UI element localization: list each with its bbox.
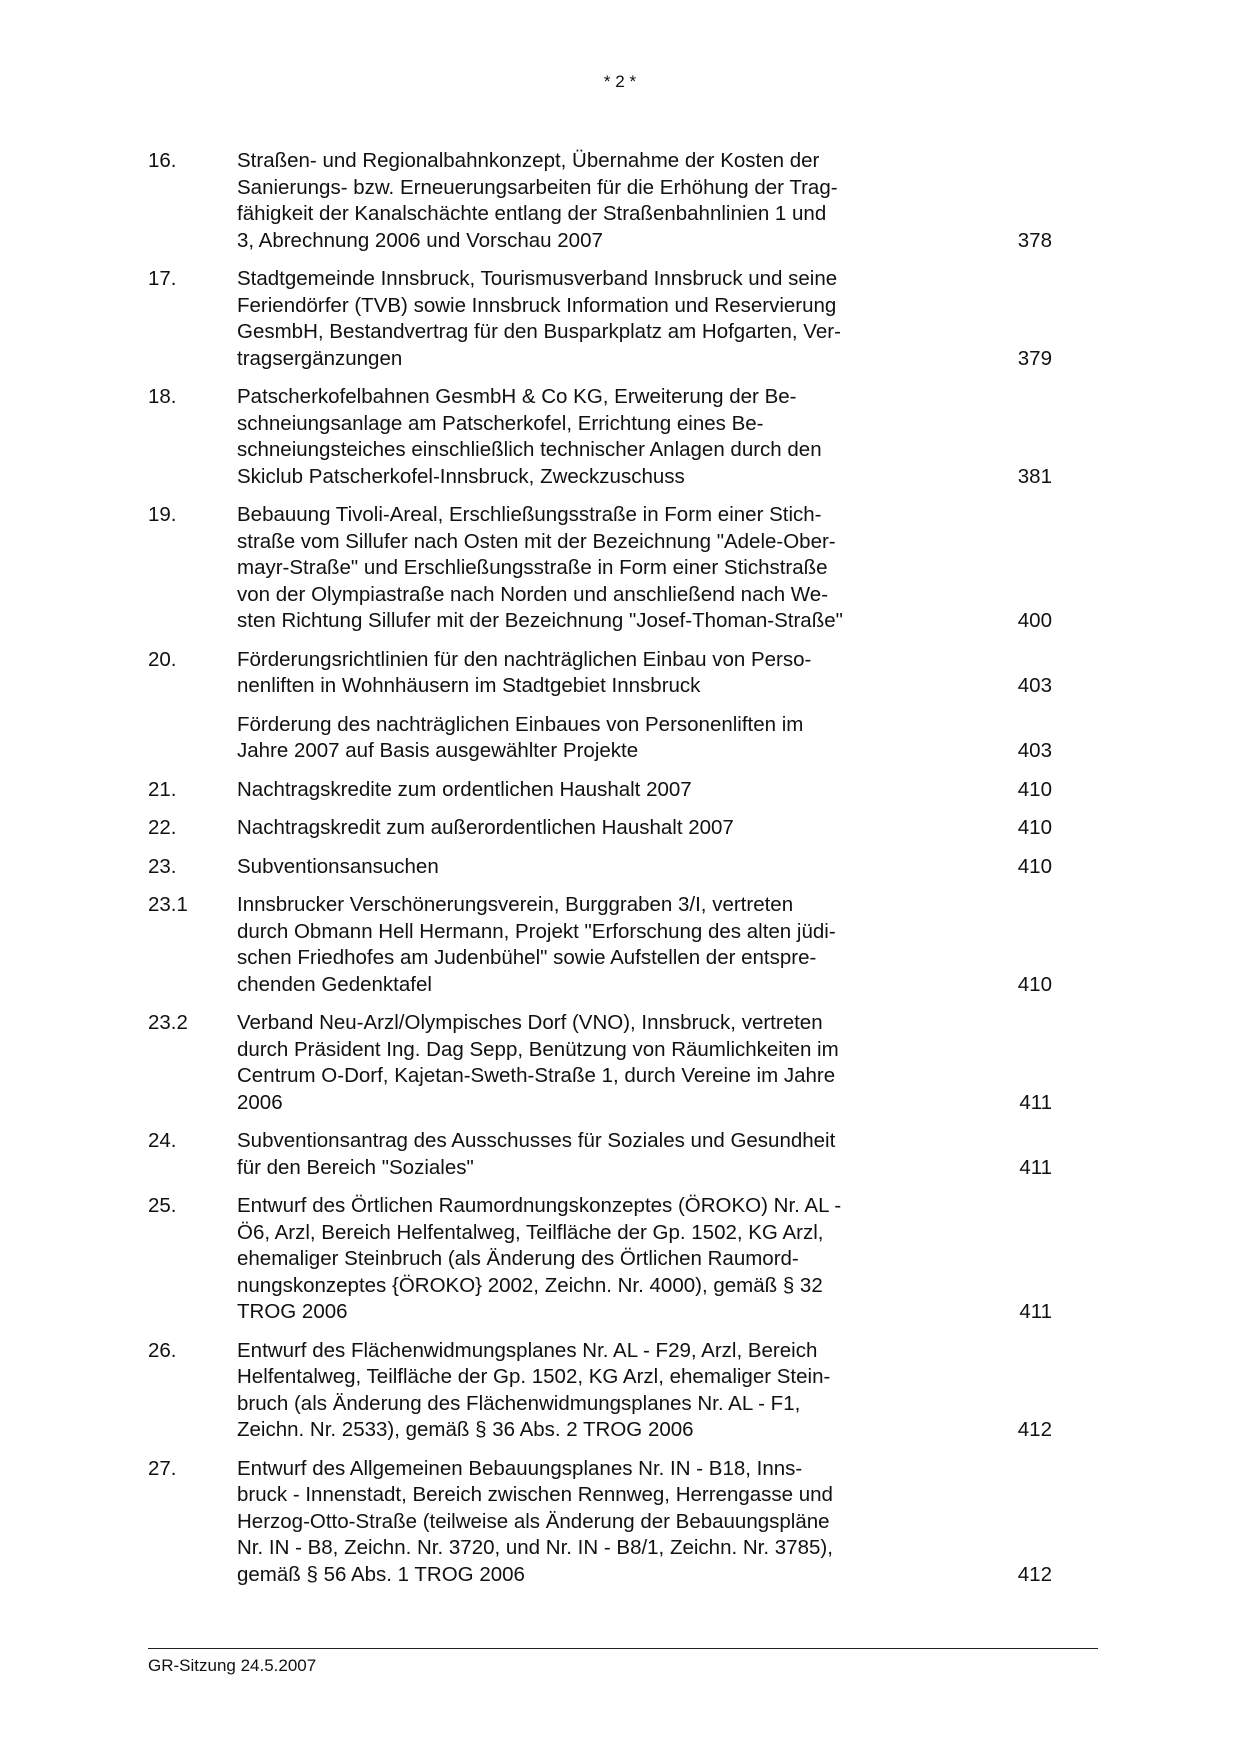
toc-entry	[148, 854, 1098, 881]
entry-page: 411	[1019, 1300, 1052, 1323]
toc-entry	[148, 1128, 1098, 1181]
page-number-header: * 2 *	[603, 72, 637, 91]
entry-page: 410	[1017, 777, 1052, 801]
entry-title: Subventionsansuchen	[237, 854, 439, 878]
entry-number: 18.	[148, 385, 177, 408]
footer-text: GR-Sitzung 24.5.2007	[148, 1656, 317, 1675]
toc-entry	[148, 1338, 1098, 1444]
entry-title: Entwurf des Flächenwidmungsplanes Nr. AL - F29, Arzl, Bereich Helfentalweg, Teilfläche der Gp. 1502, KG Arzl, ehemaliger Stein- bruch (als Änderung des Flächenwidmungsplanes Nr. AL - F1, Zeichn. Nr. 2533), gemäß § 36 Abs. 2 TROG 2006	[237, 1338, 831, 1441]
entry-title: Nachtragskredite zum ordentlichen Haushalt 2007	[237, 777, 692, 801]
entry-title: Förderung des nachträglichen Einbaues von Personenliften im Jahre 2007 auf Basis ausgewählter Projekte	[237, 712, 804, 762]
entry-title: Innsbrucker Verschönerungsverein, Burggraben 3/I, vertreten durch Obmann Hell Hermann, Projekt "Erforschung des alten jüdi- schen Friedhofes am Judenbühel" sowie Aufstellen der entspre- chenden Gedenktafel	[237, 893, 836, 996]
entry-number: 20.	[148, 647, 177, 671]
toc-entry	[148, 266, 1098, 372]
entry-page: 410	[1017, 816, 1052, 839]
entry-number: 23.1	[148, 893, 188, 916]
footer-divider	[148, 1648, 1098, 1649]
entry-title: Entwurf des Allgemeinen Bebauungsplanes Nr. IN - B18, Inns- bruck - Innenstadt, Bereich zwischen Rennweg, Herrengasse und Herzog-Otto-Straße (teilweise als Änderung der Bebauungspläne Nr. IN - B8, Zeichn. Nr. 3720, und Nr. IN - B8/1, Zeichn. Nr. 3785), gemäß § 56 Abs. 1 TROG 2006	[237, 1456, 833, 1586]
entry-page: 403	[1017, 739, 1052, 762]
toc-entry	[148, 777, 1098, 804]
entry-title: Bebauung Tivoli-Areal, Erschließungsstraße in Form einer Stich- straße vom Sillufer nach Osten mit der Bezeichnung "Adele-Ober- mayr-Straße" und Erschließungsstraße in Form einer Stichstraße von der Olympiastraße nach Norden und anschließend nach We- sten Richtung Sillufer mit der Bezeichnung "Josef-Thoman-Straße"	[237, 503, 843, 632]
toc-entry	[148, 384, 1098, 490]
entry-title: Förderungsrichtlinien für den nachträglichen Einbau von Perso- nenliften in Wohnhäusern im Stadtgebiet Innsbruck	[237, 647, 812, 697]
toc-entry	[148, 815, 1098, 842]
entry-title: Entwurf des Örtlichen Raumordnungskonzeptes (ÖROKO) Nr. AL - Ö6, Arzl, Bereich Helfentalweg, Teilfläche der Gp. 1502, KG Arzl, ehemaliger Steinbruch (als Änderung des Örtlichen Raumord- nungskonzeptes {ÖROKO} 2002, Zeichn. Nr. 4000), gemäß § 32 TROG 2006	[237, 1194, 842, 1323]
entry-title: Verband Neu-Arzl/Olympisches Dorf (VNO), Innsbruck, vertreten durch Präsident Ing. Dag Sepp, Benützung von Räumlichkeiten im Centrum O-Dorf, Kajetan-Sweth-Straße 1, durch Vereine im Jahre 2006	[237, 1011, 839, 1114]
entry-number: 24.	[148, 1129, 177, 1152]
entry-number: 23.2	[148, 1011, 188, 1034]
toc-entry	[148, 1010, 1098, 1116]
entry-title: Stadtgemeinde Innsbruck, Tourismusverband Innsbruck und seine Feriendörfer (TVB) sowie Innsbruck Information und Reservierung GesmbH, Bestandvertrag für den Busparkplatz am Hofgarten, Ver- tragsergänzungen	[237, 267, 841, 370]
toc-entry	[148, 1456, 1098, 1589]
entry-page: 411	[1019, 1155, 1052, 1179]
entry-page: 379	[1017, 346, 1052, 370]
entry-title: Subventionsantrag des Ausschusses für Soziales und Gesundheit für den Bereich "Soziales"	[237, 1129, 836, 1179]
entry-title: Straßen- und Regionalbahnkonzept, Übernahme der Kosten der Sanierungs- bzw. Erneuerungsarbeiten für die Erhöhung der Trag- fähigkeit der Kanalschächte entlang der Straßenbahnlinien 1 und 3, Abrechnung 2006 und Vorschau 2007	[237, 149, 838, 252]
entry-number: 23.	[148, 854, 177, 878]
entry-page: 410	[1017, 854, 1052, 878]
entry-page: 412	[1017, 1418, 1052, 1441]
toc-entry	[148, 1193, 1098, 1326]
entry-page: 400	[1017, 609, 1052, 632]
entry-number	[148, 712, 237, 765]
entry-number: 26.	[148, 1338, 177, 1362]
entry-number: 17.	[148, 267, 177, 290]
entry-title: Nachtragskredit zum außerordentlichen Haushalt 2007	[237, 816, 734, 839]
entry-page: 378	[1017, 228, 1052, 252]
entry-page: 412	[1017, 1562, 1052, 1586]
entry-page: 381	[1017, 464, 1052, 488]
toc-entry	[148, 502, 1098, 635]
toc-entry	[148, 647, 1098, 700]
entry-page: 403	[1017, 674, 1052, 697]
table-of-contents	[148, 148, 1098, 1600]
entry-number: 21.	[148, 777, 177, 801]
entry-number: 16.	[148, 149, 177, 172]
entry-number: 25.	[148, 1194, 177, 1217]
entry-number: 19.	[148, 503, 177, 526]
toc-entry	[148, 148, 1098, 254]
toc-entry	[148, 712, 1098, 765]
entry-page: 410	[1017, 972, 1052, 996]
entry-page: 411	[1019, 1090, 1052, 1114]
toc-entry	[148, 892, 1098, 998]
entry-number: 22.	[148, 816, 177, 839]
entry-title: Patscherkofelbahnen GesmbH & Co KG, Erweiterung der Be- schneiungsanlage am Patscherkofel, Errichtung eines Be- schneiungsteiches einschließlich technischer Anlagen durch den Skiclub Patscherkofel-Innsbruck, Zweckzuschuss	[237, 385, 822, 488]
entry-number: 27.	[148, 1456, 177, 1480]
